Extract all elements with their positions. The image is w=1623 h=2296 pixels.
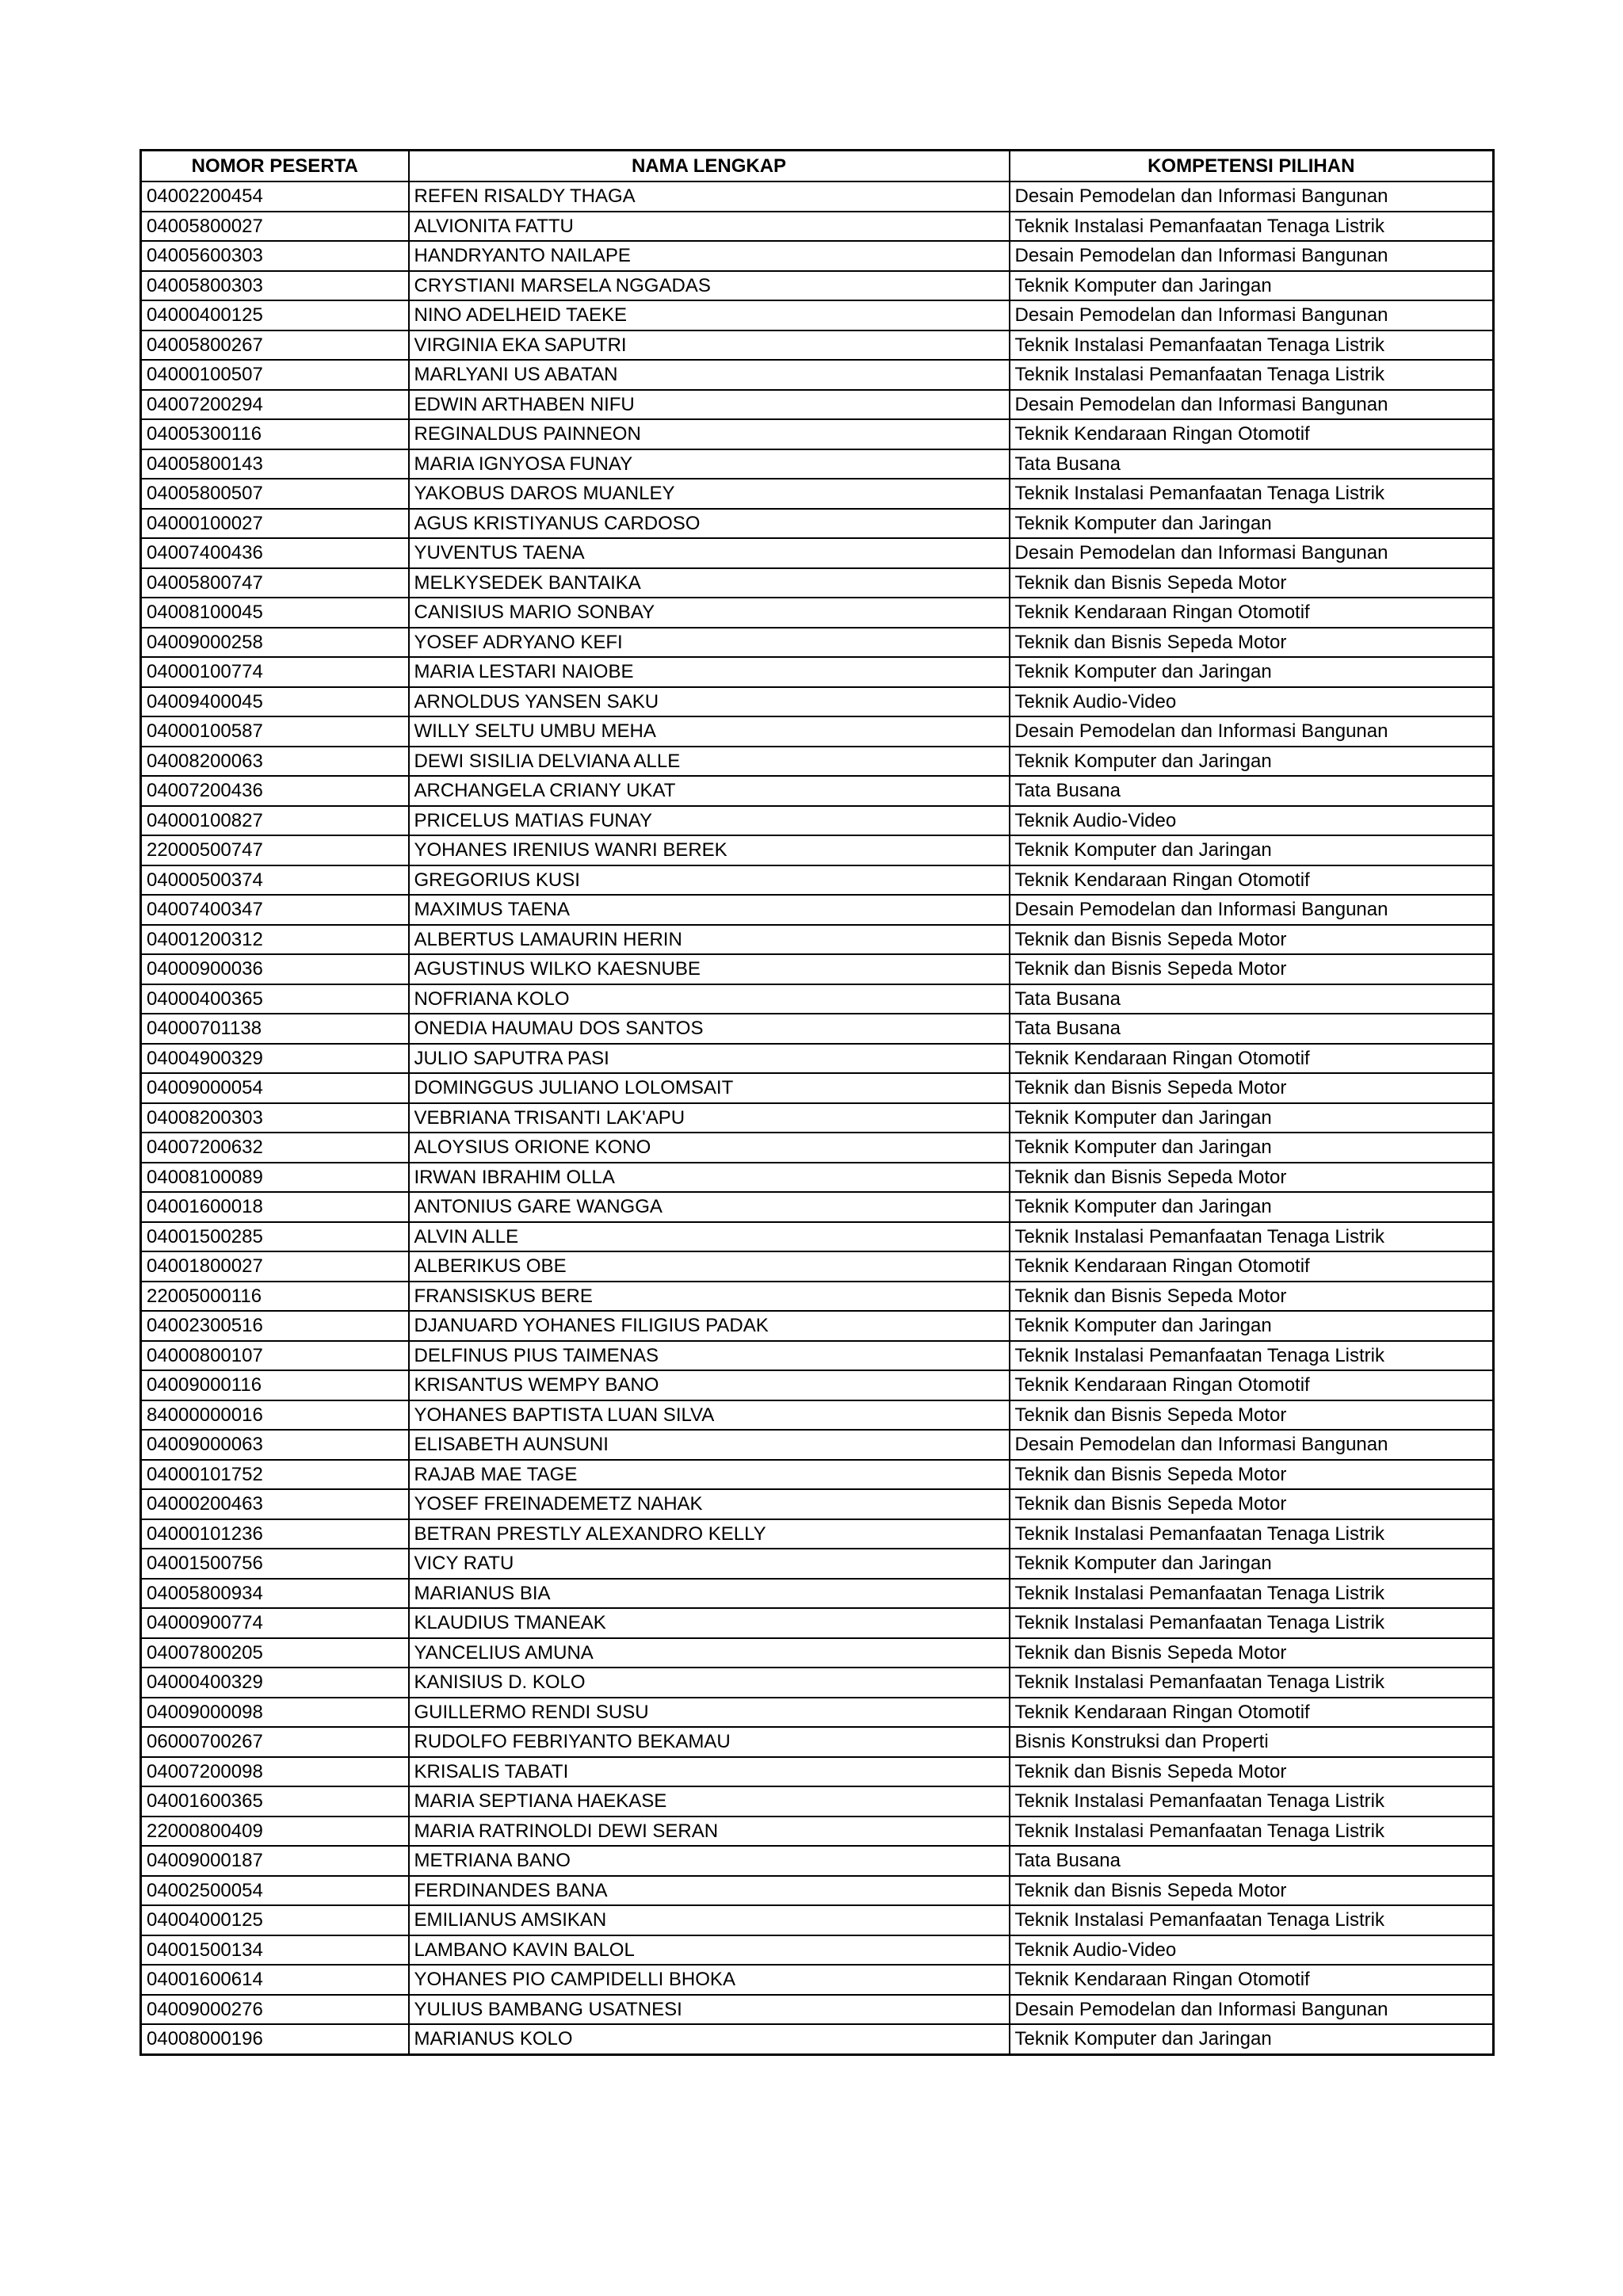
table-row [141, 865, 1494, 896]
nomor-peserta-cell: 04000400125 [141, 300, 409, 330]
nomor-peserta-cell: 04009400045 [141, 687, 409, 717]
table-row [141, 747, 1494, 777]
nomor-peserta-cell: 04007200632 [141, 1133, 409, 1163]
table-row [141, 568, 1494, 598]
nomor-peserta-cell: 04008100045 [141, 598, 409, 628]
nomor-peserta-cell: 04000100587 [141, 716, 409, 747]
table-row [141, 509, 1494, 539]
kompetensi-pilihan-cell: Teknik dan Bisnis Sepeda Motor [1010, 1400, 1494, 1431]
nomor-peserta-cell: 04005600303 [141, 241, 409, 271]
table-row [141, 419, 1494, 449]
table-row [141, 390, 1494, 420]
kompetensi-pilihan-cell: Teknik dan Bisnis Sepeda Motor [1010, 925, 1494, 955]
table-row [141, 1846, 1494, 1876]
table-row [141, 271, 1494, 301]
nama-lengkap-cell: RAJAB MAE TAGE [409, 1460, 1010, 1490]
kompetensi-pilihan-cell: Teknik Komputer dan Jaringan [1010, 2024, 1494, 2054]
nama-lengkap-cell: GREGORIUS KUSI [409, 865, 1010, 896]
table-row [141, 716, 1494, 747]
table-row [141, 330, 1494, 361]
nama-lengkap-cell: RUDOLFO FEBRIYANTO BEKAMAU [409, 1727, 1010, 1757]
table-body [141, 181, 1494, 2054]
kompetensi-pilihan-cell: Teknik dan Bisnis Sepeda Motor [1010, 1282, 1494, 1312]
kompetensi-pilihan-cell: Teknik dan Bisnis Sepeda Motor [1010, 1638, 1494, 1668]
table-row [141, 1876, 1494, 1906]
nomor-peserta-cell: 04005800507 [141, 479, 409, 509]
table-row [141, 1103, 1494, 1133]
participant-sheet [139, 149, 1492, 2056]
table-row [141, 1311, 1494, 1341]
kompetensi-pilihan-cell: Teknik dan Bisnis Sepeda Motor [1010, 568, 1494, 598]
kompetensi-pilihan-cell: Teknik dan Bisnis Sepeda Motor [1010, 1757, 1494, 1787]
kompetensi-pilihan-cell: Teknik Instalasi Pemanfaatan Tenaga Listrik [1010, 1786, 1494, 1817]
nomor-peserta-cell: 04007200098 [141, 1757, 409, 1787]
kompetensi-pilihan-cell: Teknik Komputer dan Jaringan [1010, 1103, 1494, 1133]
header-row [141, 151, 1494, 182]
nama-lengkap-cell: DELFINUS PIUS TAIMENAS [409, 1341, 1010, 1371]
kompetensi-pilihan-cell: Desain Pemodelan dan Informasi Bangunan [1010, 390, 1494, 420]
nomor-peserta-cell: 04000500374 [141, 865, 409, 896]
nomor-peserta-cell: 04000400329 [141, 1668, 409, 1698]
kompetensi-pilihan-cell: Desain Pemodelan dan Informasi Bangunan [1010, 538, 1494, 568]
table-row [141, 1965, 1494, 1995]
table-row [141, 1460, 1494, 1490]
nomor-peserta-cell: 04008200303 [141, 1103, 409, 1133]
nama-lengkap-cell: YANCELIUS AMUNA [409, 1638, 1010, 1668]
column-header-nomor-peserta: NOMOR PESERTA [141, 151, 409, 182]
table-row [141, 1044, 1494, 1074]
kompetensi-pilihan-cell: Teknik Instalasi Pemanfaatan Tenaga Listrik [1010, 212, 1494, 242]
nama-lengkap-cell: YUVENTUS TAENA [409, 538, 1010, 568]
nomor-peserta-cell: 04009000054 [141, 1073, 409, 1103]
nomor-peserta-cell: 04008100089 [141, 1163, 409, 1193]
nomor-peserta-cell: 04002500054 [141, 1876, 409, 1906]
kompetensi-pilihan-cell: Teknik dan Bisnis Sepeda Motor [1010, 628, 1494, 658]
nomor-peserta-cell: 04001600365 [141, 1786, 409, 1817]
nomor-peserta-cell: 04000100027 [141, 509, 409, 539]
table-row [141, 1251, 1494, 1282]
nama-lengkap-cell: JULIO SAPUTRA PASI [409, 1044, 1010, 1074]
kompetensi-pilihan-cell: Teknik Instalasi Pemanfaatan Tenaga Listrik [1010, 1579, 1494, 1609]
nomor-peserta-cell: 04000101752 [141, 1460, 409, 1490]
nomor-peserta-cell: 04005800303 [141, 271, 409, 301]
kompetensi-pilihan-cell: Teknik Audio-Video [1010, 1935, 1494, 1966]
nama-lengkap-cell: ALOYSIUS ORIONE KONO [409, 1133, 1010, 1163]
nama-lengkap-cell: ANTONIUS GARE WANGGA [409, 1192, 1010, 1222]
nama-lengkap-cell: NINO ADELHEID TAEKE [409, 300, 1010, 330]
kompetensi-pilihan-cell: Teknik Komputer dan Jaringan [1010, 1133, 1494, 1163]
nama-lengkap-cell: MARLYANI US ABATAN [409, 360, 1010, 390]
table-row [141, 1995, 1494, 2025]
nama-lengkap-cell: ONEDIA HAUMAU DOS SANTOS [409, 1014, 1010, 1044]
nama-lengkap-cell: CANISIUS MARIO SONBAY [409, 598, 1010, 628]
table-row [141, 212, 1494, 242]
nama-lengkap-cell: ELISABETH AUNSUNI [409, 1430, 1010, 1460]
nama-lengkap-cell: DEWI SISILIA DELVIANA ALLE [409, 747, 1010, 777]
table-row [141, 1757, 1494, 1787]
nomor-peserta-cell: 04005800747 [141, 568, 409, 598]
kompetensi-pilihan-cell: Desain Pemodelan dan Informasi Bangunan [1010, 1995, 1494, 2025]
kompetensi-pilihan-cell: Teknik Komputer dan Jaringan [1010, 1549, 1494, 1579]
kompetensi-pilihan-cell: Teknik Instalasi Pemanfaatan Tenaga Listrik [1010, 1668, 1494, 1698]
kompetensi-pilihan-cell: Teknik Komputer dan Jaringan [1010, 1311, 1494, 1341]
nomor-peserta-cell: 04001500285 [141, 1222, 409, 1252]
table-row [141, 360, 1494, 390]
nomor-peserta-cell: 04000800107 [141, 1341, 409, 1371]
nomor-peserta-cell: 04009000276 [141, 1995, 409, 2025]
nama-lengkap-cell: EDWIN ARTHABEN NIFU [409, 390, 1010, 420]
nomor-peserta-cell: 04007200436 [141, 776, 409, 806]
table-row [141, 806, 1494, 836]
nama-lengkap-cell: YAKOBUS DAROS MUANLEY [409, 479, 1010, 509]
kompetensi-pilihan-cell: Teknik Kendaraan Ringan Otomotif [1010, 1044, 1494, 1074]
nomor-peserta-cell: 04001600018 [141, 1192, 409, 1222]
nomor-peserta-cell: 04008000196 [141, 2024, 409, 2054]
nama-lengkap-cell: YOHANES BAPTISTA LUAN SILVA [409, 1400, 1010, 1431]
kompetensi-pilihan-cell: Teknik Instalasi Pemanfaatan Tenaga Listrik [1010, 1222, 1494, 1252]
table-row [141, 1727, 1494, 1757]
nama-lengkap-cell: LAMBANO KAVIN BALOL [409, 1935, 1010, 1966]
table-row [141, 1698, 1494, 1728]
kompetensi-pilihan-cell: Teknik Instalasi Pemanfaatan Tenaga Listrik [1010, 1817, 1494, 1847]
table-row [141, 1638, 1494, 1668]
table-row [141, 1133, 1494, 1163]
kompetensi-pilihan-cell: Teknik dan Bisnis Sepeda Motor [1010, 1489, 1494, 1519]
nomor-peserta-cell: 04005800934 [141, 1579, 409, 1609]
nama-lengkap-cell: MARIA IGNYOSA FUNAY [409, 449, 1010, 479]
nama-lengkap-cell: ARCHANGELA CRIANY UKAT [409, 776, 1010, 806]
nama-lengkap-cell: CRYSTIANI MARSELA NGGADAS [409, 271, 1010, 301]
nama-lengkap-cell: KRISALIS TABATI [409, 1757, 1010, 1787]
table-row [141, 1905, 1494, 1935]
nomor-peserta-cell: 04005800143 [141, 449, 409, 479]
nama-lengkap-cell: VIRGINIA EKA SAPUTRI [409, 330, 1010, 361]
kompetensi-pilihan-cell: Teknik Komputer dan Jaringan [1010, 657, 1494, 687]
nomor-peserta-cell: 04000100827 [141, 806, 409, 836]
table-row [141, 598, 1494, 628]
nama-lengkap-cell: MELKYSEDEK BANTAIKA [409, 568, 1010, 598]
kompetensi-pilihan-cell: Teknik Kendaraan Ringan Otomotif [1010, 598, 1494, 628]
nomor-peserta-cell: 22000800409 [141, 1817, 409, 1847]
nomor-peserta-cell: 04000101236 [141, 1519, 409, 1549]
kompetensi-pilihan-cell: Teknik Kendaraan Ringan Otomotif [1010, 1370, 1494, 1400]
nomor-peserta-cell: 04002200454 [141, 181, 409, 212]
table-row [141, 1668, 1494, 1698]
nama-lengkap-cell: NOFRIANA KOLO [409, 984, 1010, 1014]
kompetensi-pilihan-cell: Teknik dan Bisnis Sepeda Motor [1010, 954, 1494, 984]
table-row [141, 895, 1494, 925]
table-row [141, 300, 1494, 330]
table-row [141, 628, 1494, 658]
kompetensi-pilihan-cell: Desain Pemodelan dan Informasi Bangunan [1010, 181, 1494, 212]
column-header-kompetensi-pilihan: KOMPETENSI PILIHAN [1010, 151, 1494, 182]
nomor-peserta-cell: 84000000016 [141, 1400, 409, 1431]
table-row [141, 1014, 1494, 1044]
nama-lengkap-cell: EMILIANUS AMSIKAN [409, 1905, 1010, 1935]
nomor-peserta-cell: 04009000187 [141, 1846, 409, 1876]
nomor-peserta-cell: 04009000098 [141, 1698, 409, 1728]
nama-lengkap-cell: KLAUDIUS TMANEAK [409, 1608, 1010, 1638]
table-row [141, 1489, 1494, 1519]
kompetensi-pilihan-cell: Teknik Kendaraan Ringan Otomotif [1010, 865, 1494, 896]
table-row [141, 181, 1494, 212]
kompetensi-pilihan-cell: Teknik dan Bisnis Sepeda Motor [1010, 1876, 1494, 1906]
kompetensi-pilihan-cell: Teknik dan Bisnis Sepeda Motor [1010, 1163, 1494, 1193]
kompetensi-pilihan-cell: Desain Pemodelan dan Informasi Bangunan [1010, 300, 1494, 330]
kompetensi-pilihan-cell: Tata Busana [1010, 1014, 1494, 1044]
nomor-peserta-cell: 04004900329 [141, 1044, 409, 1074]
table-row [141, 1282, 1494, 1312]
nama-lengkap-cell: WILLY SELTU UMBU MEHA [409, 716, 1010, 747]
kompetensi-pilihan-cell: Teknik Instalasi Pemanfaatan Tenaga Listrik [1010, 360, 1494, 390]
nama-lengkap-cell: GUILLERMO RENDI SUSU [409, 1698, 1010, 1728]
kompetensi-pilihan-cell: Tata Busana [1010, 776, 1494, 806]
kompetensi-pilihan-cell: Teknik Komputer dan Jaringan [1010, 1192, 1494, 1222]
nomor-peserta-cell: 04009000116 [141, 1370, 409, 1400]
nama-lengkap-cell: ALVIN ALLE [409, 1222, 1010, 1252]
table-row [141, 479, 1494, 509]
kompetensi-pilihan-cell: Desain Pemodelan dan Informasi Bangunan [1010, 1430, 1494, 1460]
nama-lengkap-cell: PRICELUS MATIAS FUNAY [409, 806, 1010, 836]
nama-lengkap-cell: ALBERTUS LAMAURIN HERIN [409, 925, 1010, 955]
nama-lengkap-cell: YULIUS BAMBANG USATNESI [409, 1995, 1010, 2025]
kompetensi-pilihan-cell: Desain Pemodelan dan Informasi Bangunan [1010, 241, 1494, 271]
nama-lengkap-cell: HANDRYANTO NAILAPE [409, 241, 1010, 271]
column-header-nama-lengkap: NAMA LENGKAP [409, 151, 1010, 182]
table-row [141, 1579, 1494, 1609]
nomor-peserta-cell: 04004000125 [141, 1905, 409, 1935]
nomor-peserta-cell: 04000900774 [141, 1608, 409, 1638]
nomor-peserta-cell: 04001800027 [141, 1251, 409, 1282]
table-header [141, 151, 1494, 182]
table-row [141, 835, 1494, 865]
kompetensi-pilihan-cell: Tata Busana [1010, 984, 1494, 1014]
nama-lengkap-cell: VICY RATU [409, 1549, 1010, 1579]
kompetensi-pilihan-cell: Teknik Komputer dan Jaringan [1010, 271, 1494, 301]
nomor-peserta-cell: 04008200063 [141, 747, 409, 777]
kompetensi-pilihan-cell: Teknik Komputer dan Jaringan [1010, 509, 1494, 539]
kompetensi-pilihan-cell: Teknik Instalasi Pemanfaatan Tenaga Listrik [1010, 1519, 1494, 1549]
kompetensi-pilihan-cell: Tata Busana [1010, 1846, 1494, 1876]
table-row [141, 954, 1494, 984]
kompetensi-pilihan-cell: Desain Pemodelan dan Informasi Bangunan [1010, 716, 1494, 747]
table-row [141, 1370, 1494, 1400]
nomor-peserta-cell: 04000701138 [141, 1014, 409, 1044]
nama-lengkap-cell: YOSEF FREINADEMETZ NAHAK [409, 1489, 1010, 1519]
kompetensi-pilihan-cell: Teknik dan Bisnis Sepeda Motor [1010, 1460, 1494, 1490]
table-row [141, 449, 1494, 479]
nama-lengkap-cell: KRISANTUS WEMPY BANO [409, 1370, 1010, 1400]
nama-lengkap-cell: MARIA RATRINOLDI DEWI SERAN [409, 1817, 1010, 1847]
nama-lengkap-cell: ALVIONITA FATTU [409, 212, 1010, 242]
nomor-peserta-cell: 04002300516 [141, 1311, 409, 1341]
nomor-peserta-cell: 04001500134 [141, 1935, 409, 1966]
nama-lengkap-cell: YOHANES PIO CAMPIDELLI BHOKA [409, 1965, 1010, 1995]
kompetensi-pilihan-cell: Teknik Kendaraan Ringan Otomotif [1010, 419, 1494, 449]
nomor-peserta-cell: 04001600614 [141, 1965, 409, 1995]
nama-lengkap-cell: MARIA SEPTIANA HAEKASE [409, 1786, 1010, 1817]
table-row [141, 1430, 1494, 1460]
table-row [141, 538, 1494, 568]
nama-lengkap-cell: KANISIUS D. KOLO [409, 1668, 1010, 1698]
kompetensi-pilihan-cell: Teknik Kendaraan Ringan Otomotif [1010, 1965, 1494, 1995]
table-row [141, 657, 1494, 687]
table-row [141, 1222, 1494, 1252]
nomor-peserta-cell: 04007400347 [141, 895, 409, 925]
nama-lengkap-cell: ARNOLDUS YANSEN SAKU [409, 687, 1010, 717]
table-row [141, 687, 1494, 717]
table-row [141, 2024, 1494, 2054]
table-row [141, 1400, 1494, 1431]
table-row [141, 1549, 1494, 1579]
kompetensi-pilihan-cell: Teknik dan Bisnis Sepeda Motor [1010, 1073, 1494, 1103]
kompetensi-pilihan-cell: Teknik Instalasi Pemanfaatan Tenaga Listrik [1010, 1341, 1494, 1371]
nama-lengkap-cell: MARIANUS BIA [409, 1579, 1010, 1609]
nama-lengkap-cell: METRIANA BANO [409, 1846, 1010, 1876]
kompetensi-pilihan-cell: Teknik Kendaraan Ringan Otomotif [1010, 1698, 1494, 1728]
nama-lengkap-cell: REGINALDUS PAINNEON [409, 419, 1010, 449]
nama-lengkap-cell: REFEN RISALDY THAGA [409, 181, 1010, 212]
kompetensi-pilihan-cell: Teknik Kendaraan Ringan Otomotif [1010, 1251, 1494, 1282]
nomor-peserta-cell: 04001200312 [141, 925, 409, 955]
nama-lengkap-cell: MARIANUS KOLO [409, 2024, 1010, 2054]
nomor-peserta-cell: 04001500756 [141, 1549, 409, 1579]
kompetensi-pilihan-cell: Teknik Komputer dan Jaringan [1010, 835, 1494, 865]
kompetensi-pilihan-cell: Teknik Instalasi Pemanfaatan Tenaga Listrik [1010, 330, 1494, 361]
nama-lengkap-cell: FERDINANDES BANA [409, 1876, 1010, 1906]
nama-lengkap-cell: IRWAN IBRAHIM OLLA [409, 1163, 1010, 1193]
table-row [141, 1341, 1494, 1371]
nomor-peserta-cell: 04000400365 [141, 984, 409, 1014]
table-row [141, 1192, 1494, 1222]
nama-lengkap-cell: ALBERIKUS OBE [409, 1251, 1010, 1282]
nomor-peserta-cell: 04007400436 [141, 538, 409, 568]
table-row [141, 1935, 1494, 1966]
table-row [141, 1786, 1494, 1817]
nomor-peserta-cell: 04000100507 [141, 360, 409, 390]
table-row [141, 925, 1494, 955]
kompetensi-pilihan-cell: Teknik Komputer dan Jaringan [1010, 747, 1494, 777]
kompetensi-pilihan-cell: Teknik Instalasi Pemanfaatan Tenaga Listrik [1010, 479, 1494, 509]
kompetensi-pilihan-cell: Teknik Instalasi Pemanfaatan Tenaga Listrik [1010, 1608, 1494, 1638]
nomor-peserta-cell: 04005300116 [141, 419, 409, 449]
nomor-peserta-cell: 22005000116 [141, 1282, 409, 1312]
kompetensi-pilihan-cell: Teknik Audio-Video [1010, 806, 1494, 836]
nomor-peserta-cell: 22000500747 [141, 835, 409, 865]
nama-lengkap-cell: MAXIMUS TAENA [409, 895, 1010, 925]
table-row [141, 1817, 1494, 1847]
kompetensi-pilihan-cell: Teknik Audio-Video [1010, 687, 1494, 717]
kompetensi-pilihan-cell: Bisnis Konstruksi dan Properti [1010, 1727, 1494, 1757]
nama-lengkap-cell: YOSEF ADRYANO KEFI [409, 628, 1010, 658]
nomor-peserta-cell: 04005800267 [141, 330, 409, 361]
table-row [141, 1519, 1494, 1549]
nomor-peserta-cell: 04000200463 [141, 1489, 409, 1519]
table-row [141, 984, 1494, 1014]
table-row [141, 241, 1494, 271]
nomor-peserta-cell: 04009000258 [141, 628, 409, 658]
table-row [141, 1163, 1494, 1193]
nomor-peserta-cell: 04000900036 [141, 954, 409, 984]
table-row [141, 1608, 1494, 1638]
nama-lengkap-cell: VEBRIANA TRISANTI LAK'APU [409, 1103, 1010, 1133]
nama-lengkap-cell: DOMINGGUS JULIANO LOLOMSAIT [409, 1073, 1010, 1103]
kompetensi-pilihan-cell: Desain Pemodelan dan Informasi Bangunan [1010, 895, 1494, 925]
table-row [141, 1073, 1494, 1103]
nama-lengkap-cell: YOHANES IRENIUS WANRI BEREK [409, 835, 1010, 865]
nomor-peserta-cell: 04005800027 [141, 212, 409, 242]
nomor-peserta-cell: 06000700267 [141, 1727, 409, 1757]
participant-table [139, 149, 1495, 2056]
nama-lengkap-cell: AGUSTINUS WILKO KAESNUBE [409, 954, 1010, 984]
nomor-peserta-cell: 04009000063 [141, 1430, 409, 1460]
nomor-peserta-cell: 04007800205 [141, 1638, 409, 1668]
nama-lengkap-cell: DJANUARD YOHANES FILIGIUS PADAK [409, 1311, 1010, 1341]
nama-lengkap-cell: AGUS KRISTIYANUS CARDOSO [409, 509, 1010, 539]
kompetensi-pilihan-cell: Tata Busana [1010, 449, 1494, 479]
table-row [141, 776, 1494, 806]
nomor-peserta-cell: 04007200294 [141, 390, 409, 420]
nama-lengkap-cell: MARIA LESTARI NAIOBE [409, 657, 1010, 687]
nama-lengkap-cell: FRANSISKUS BERE [409, 1282, 1010, 1312]
nama-lengkap-cell: BETRAN PRESTLY ALEXANDRO KELLY [409, 1519, 1010, 1549]
nomor-peserta-cell: 04000100774 [141, 657, 409, 687]
kompetensi-pilihan-cell: Teknik Instalasi Pemanfaatan Tenaga Listrik [1010, 1905, 1494, 1935]
